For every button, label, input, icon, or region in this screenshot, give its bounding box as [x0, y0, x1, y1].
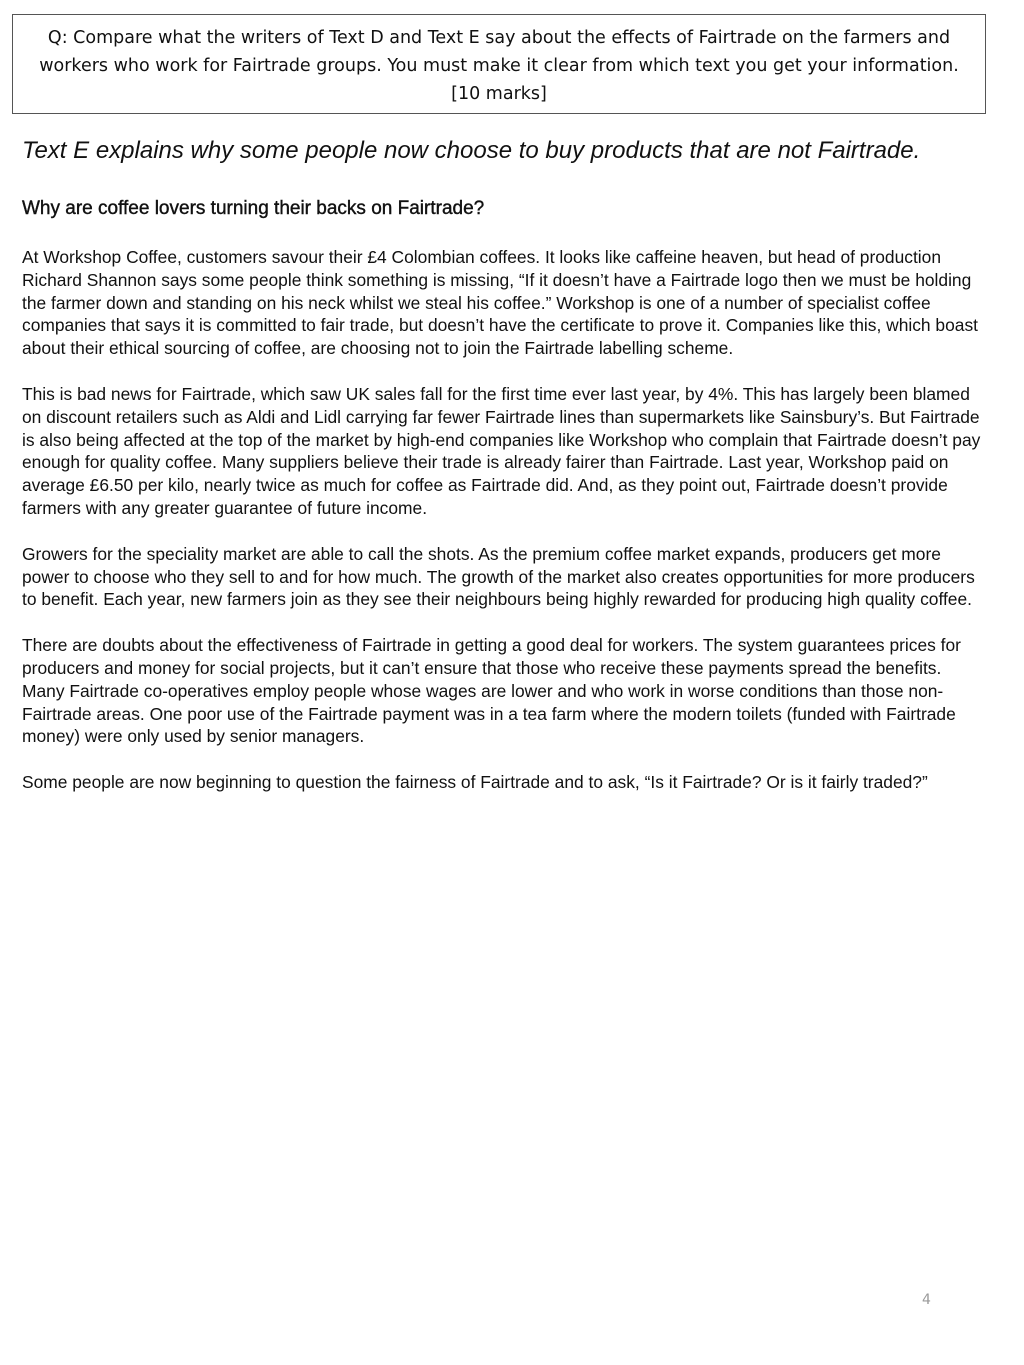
article-paragraph: Some people are now beginning to question the fairness of Fairtrade and to ask, “Is it Fairtrade? Or is it fairly traded?” [22, 772, 928, 793]
article-paragraph: There are doubts about the effectiveness of Fairtrade in getting a good deal for workers. The system guarantees prices for producers and money for social projects, but it can’t ensure that those who receive these payments spread the benefits. Many Fairtrade co-operatives employ people whose wages are lower and who work in worse conditions than those non-Fairtrade areas. One poor use of the Fairtrade payment was in a tea farm where the modern toilets (funded with Fairtrade money) were only used by senior managers. [22, 635, 961, 747]
text-e-label: Text E [22, 137, 90, 164]
article-heading: Why are coffee lovers turning their backs on Fairtrade? [22, 198, 485, 219]
text-e-description: explains why some people now choose to buy products that are not Fairtrade. [89, 137, 921, 164]
question-line-2: workers who work for Fairtrade groups. You must make it clear from which text you get your information. [39, 56, 959, 76]
article-paragraph: This is bad news for Fairtrade, which saw UK sales fall for the first time ever last year, by 4%. This has largely been blamed on discount retailers such as Aldi and Lidl carrying far fewer Fairtrade lines than supermarkets like Sainsbury’s. But Fairtrade is also being affected at the top of the market by high-end companies like Workshop who complain that Fairtrade doesn’t pay enough for quality coffee. Many suppliers believe their trade is already fairer than Fairtrade. Last year, Workshop paid on average £6.50 per kilo, nearly twice as much for coffee as Fairtrade did. And, as they point out, Fairtrade doesn’t provide farmers with any greater guarantee of future income. [22, 383, 981, 518]
article-paragraph: Growers for the speciality market are able to call the shots. As the premium coffee market expands, producers get more power to choose who they sell to and for how much. The growth of the market also creates opportunities for more producers to benefit. Each year, new farmers join as they see their neighbours being highly rewarded for producing high quality coffee. [22, 543, 975, 610]
question-marks: [10 marks] [451, 84, 547, 104]
question-line-1: Q: Compare what the writers of Text D and Text E say about the effects of Fairtrade on the farmers and [47, 28, 951, 48]
question-box [12, 14, 986, 114]
text-e-intro [22, 134, 1002, 168]
article-paragraph: At Workshop Coffee, customers savour their £4 Colombian coffees. It looks like caffeine heaven, but head of production Richard Shannon says some people think something is missing, “If it doesn’t have a Fairtrade logo then we must be holding the farmer down and standing on his neck whilst we steal his coffee.” Workshop is one of a number of specialist coffee companies that says it is committed to fair trade, but doesn’t have the certificate to prove it. Companies like this, which boast about their ethical sourcing of coffee, are choosing not to join the Fairtrade labelling scheme. [22, 247, 978, 359]
page-number: 4 [922, 1292, 931, 1308]
article-body [22, 246, 984, 817]
